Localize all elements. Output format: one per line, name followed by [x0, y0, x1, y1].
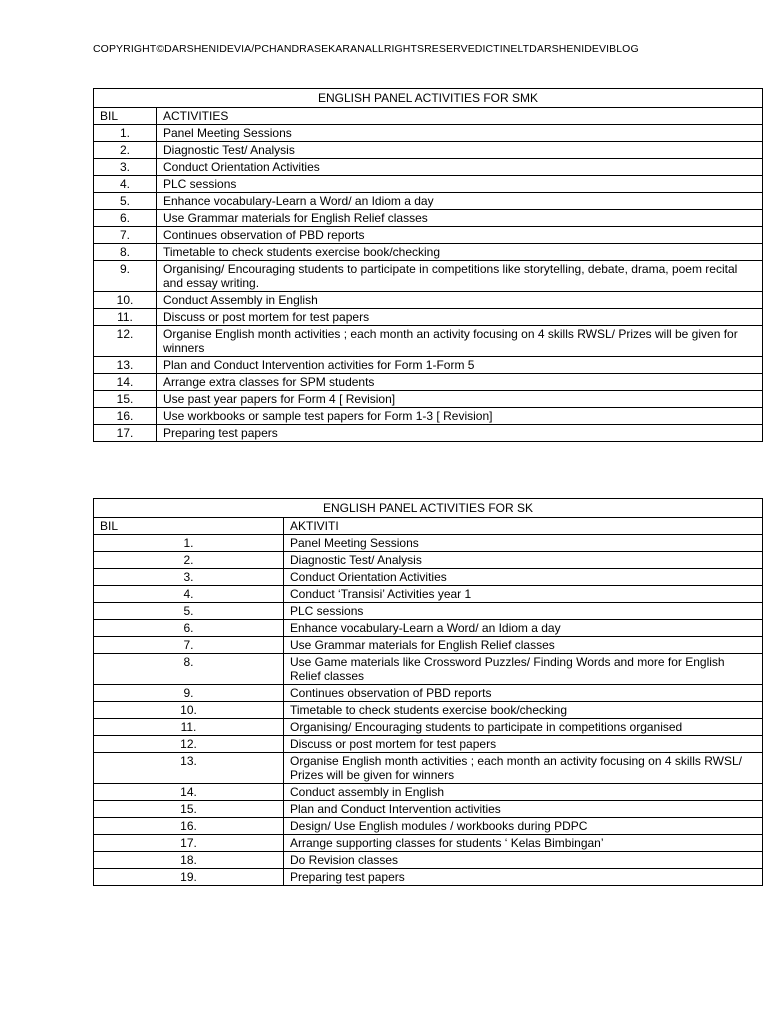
- row-number: 1.: [94, 535, 284, 552]
- row-number: 8.: [94, 654, 284, 685]
- activity-text: Diagnostic Test/ Analysis: [284, 552, 763, 569]
- activity-text: Arrange extra classes for SPM students: [157, 374, 763, 391]
- row-number: 2.: [94, 142, 157, 159]
- activity-text: Diagnostic Test/ Analysis: [157, 142, 763, 159]
- activity-text: Discuss or post mortem for test papers: [284, 736, 763, 753]
- row-number: 10.: [94, 702, 284, 719]
- table-row: [94, 586, 763, 603]
- table-row: [94, 753, 763, 784]
- row-number: 7.: [94, 227, 157, 244]
- activity-text: Enhance vocabulary-Learn a Word/ an Idiom a day: [284, 620, 763, 637]
- activity-text: Enhance vocabulary-Learn a Word/ an Idiom a day: [157, 193, 763, 210]
- table-header-row: [94, 518, 763, 535]
- row-number: 12.: [94, 736, 284, 753]
- table-row: [94, 326, 763, 357]
- row-number: 16.: [94, 408, 157, 425]
- activity-text: Plan and Conduct Intervention activities for Form 1-Form 5: [157, 357, 763, 374]
- smk-table-title: ENGLISH PANEL ACTIVITIES FOR SMK: [94, 89, 763, 108]
- smk-activities-table: [93, 88, 763, 442]
- row-number: 17.: [94, 425, 157, 442]
- row-number: 2.: [94, 552, 284, 569]
- activity-text: Preparing test papers: [157, 425, 763, 442]
- row-number: 11.: [94, 309, 157, 326]
- row-number: 10.: [94, 292, 157, 309]
- activity-text: Timetable to check students exercise book/checking: [157, 244, 763, 261]
- activity-text: Conduct Assembly in English: [157, 292, 763, 309]
- row-number: 3.: [94, 159, 157, 176]
- row-number: 19.: [94, 869, 284, 886]
- row-number: 11.: [94, 719, 284, 736]
- table-row: [94, 552, 763, 569]
- activity-text: Use past year papers for Form 4 [ Revision]: [157, 391, 763, 408]
- row-number: 5.: [94, 603, 284, 620]
- table-row: [94, 391, 763, 408]
- activity-text: Continues observation of PBD reports: [284, 685, 763, 702]
- table-row: [94, 719, 763, 736]
- activity-text: Do Revision classes: [284, 852, 763, 869]
- table-row: [94, 142, 763, 159]
- table-row: [94, 818, 763, 835]
- activities-column-header: ACTIVITIES: [157, 108, 763, 125]
- row-number: 3.: [94, 569, 284, 586]
- activity-text: Preparing test papers: [284, 869, 763, 886]
- activity-text: Design/ Use English modules / workbooks during PDPC: [284, 818, 763, 835]
- aktiviti-column-header: AKTIVITI: [284, 518, 763, 535]
- row-number: 13.: [94, 357, 157, 374]
- activity-text: Conduct Orientation Activities: [157, 159, 763, 176]
- table-row: [94, 125, 763, 142]
- row-number: 9.: [94, 685, 284, 702]
- row-number: 18.: [94, 852, 284, 869]
- activity-text: Plan and Conduct Intervention activities: [284, 801, 763, 818]
- table-row: [94, 408, 763, 425]
- activity-text: Conduct assembly in English: [284, 784, 763, 801]
- sk-activities-table: [93, 498, 763, 886]
- row-number: 14.: [94, 784, 284, 801]
- table-header-row: [94, 108, 763, 125]
- activity-text: PLC sessions: [157, 176, 763, 193]
- table-row: [94, 869, 763, 886]
- activity-text: PLC sessions: [284, 603, 763, 620]
- table-row: [94, 637, 763, 654]
- activity-text: Arrange supporting classes for students ‘ Kelas Bimbingan’: [284, 835, 763, 852]
- table-row: [94, 309, 763, 326]
- row-number: 12.: [94, 326, 157, 357]
- activity-text: Timetable to check students exercise book/checking: [284, 702, 763, 719]
- table-row: [94, 685, 763, 702]
- activity-text: Conduct ‘Transisi’ Activities year 1: [284, 586, 763, 603]
- row-number: 16.: [94, 818, 284, 835]
- activity-text: Continues observation of PBD reports: [157, 227, 763, 244]
- row-number: 6.: [94, 210, 157, 227]
- row-number: 9.: [94, 261, 157, 292]
- table-row: [94, 210, 763, 227]
- table-row: [94, 620, 763, 637]
- table-row: [94, 425, 763, 442]
- table-row: [94, 835, 763, 852]
- row-number: 6.: [94, 620, 284, 637]
- table-row: [94, 736, 763, 753]
- activity-text: Conduct Orientation Activities: [284, 569, 763, 586]
- table-row: [94, 357, 763, 374]
- activity-text: Panel Meeting Sessions: [157, 125, 763, 142]
- row-number: 1.: [94, 125, 157, 142]
- table-title-row: [94, 89, 763, 108]
- table-row: [94, 193, 763, 210]
- activity-text: Use Game materials like Crossword Puzzles/ Finding Words and more for English Relief classes: [284, 654, 763, 685]
- row-number: 4.: [94, 176, 157, 193]
- row-number: 8.: [94, 244, 157, 261]
- row-number: 5.: [94, 193, 157, 210]
- row-number: 14.: [94, 374, 157, 391]
- row-number: 7.: [94, 637, 284, 654]
- activity-text: Use Grammar materials for English Relief classes: [284, 637, 763, 654]
- table-row: [94, 801, 763, 818]
- table-row: [94, 176, 763, 193]
- table-row: [94, 654, 763, 685]
- bil-column-header: BIL: [94, 518, 284, 535]
- row-number: 15.: [94, 391, 157, 408]
- activity-text: Organise English month activities ; each month an activity focusing on 4 skills RWSL/ Prizes will be given for winners: [284, 753, 763, 784]
- table-row: [94, 261, 763, 292]
- activity-text: Organising/ Encouraging students to participate in competitions organised: [284, 719, 763, 736]
- row-number: 13.: [94, 753, 284, 784]
- row-number: 4.: [94, 586, 284, 603]
- table-row: [94, 852, 763, 869]
- copyright-notice: COPYRIGHT©DARSHENIDEVIA/PCHANDRASEKARANALLRIGHTSRESERVEDICTINELTDARSHENIDEVIBLOG: [93, 43, 639, 55]
- table-row: [94, 784, 763, 801]
- table-row: [94, 603, 763, 620]
- table-row: [94, 244, 763, 261]
- table-title-row: [94, 499, 763, 518]
- bil-column-header: BIL: [94, 108, 157, 125]
- activity-text: Discuss or post mortem for test papers: [157, 309, 763, 326]
- table-row: [94, 535, 763, 552]
- row-number: 15.: [94, 801, 284, 818]
- activity-text: Organising/ Encouraging students to participate in competitions like storytelling, debate, drama, poem recital and essay writing.: [157, 261, 763, 292]
- table-row: [94, 702, 763, 719]
- activity-text: Use Grammar materials for English Relief classes: [157, 210, 763, 227]
- table-row: [94, 159, 763, 176]
- row-number: 17.: [94, 835, 284, 852]
- table-row: [94, 374, 763, 391]
- table-row: [94, 227, 763, 244]
- table-row: [94, 569, 763, 586]
- activity-text: Use workbooks or sample test papers for Form 1-3 [ Revision]: [157, 408, 763, 425]
- activity-text: Organise English month activities ; each month an activity focusing on 4 skills RWSL/ Prizes will be given for winners: [157, 326, 763, 357]
- sk-table-title: ENGLISH PANEL ACTIVITIES FOR SK: [94, 499, 763, 518]
- activity-text: Panel Meeting Sessions: [284, 535, 763, 552]
- table-row: [94, 292, 763, 309]
